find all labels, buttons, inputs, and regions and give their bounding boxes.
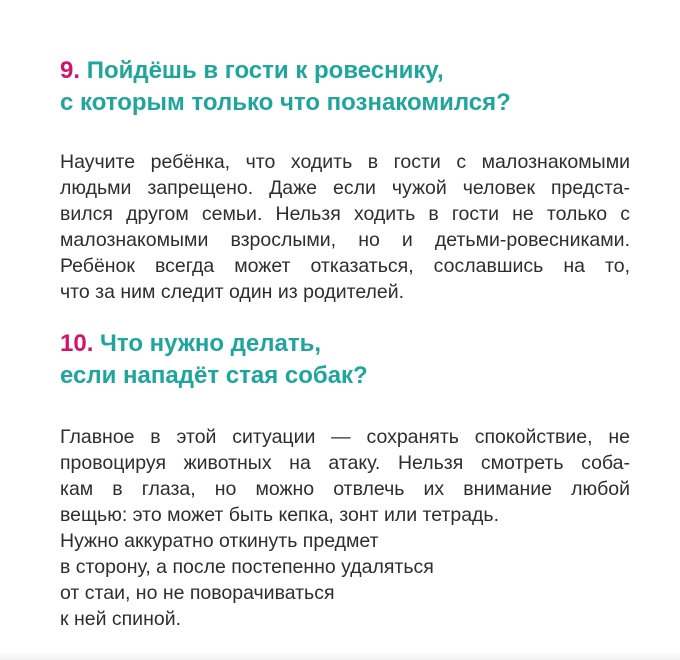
section-9-heading (60, 55, 630, 119)
section-10-body-line-6: в сторону, а после постепенно удаляться (60, 556, 434, 578)
section-9-body-line-4: малознакомыми взрослыми, но и детьми-ровесниками. (60, 229, 630, 251)
section-10-heading (60, 328, 630, 392)
section-9 (60, 55, 630, 305)
section-10-title-line-2: если нападёт стая собак? (60, 362, 368, 389)
section-10-body-line-3: кам в глаза, но можно отвлечь их внимание любой (60, 478, 630, 500)
section-10-body-line-4: вещью: это может быть кепка, зонт или тетрадь. (60, 504, 500, 526)
section-10-number: 10. (60, 330, 94, 357)
section-9-title-line-1: Пойдёшь в гости к ровеснику, (86, 57, 444, 84)
section-9-body-line-6: что за ним следит один из родителей. (60, 281, 405, 303)
section-10 (60, 328, 630, 632)
section-10-body-line-2: провоцируя животных на атаку. Нельзя смотреть соба- (60, 452, 630, 474)
section-10-title-line-1: Что нужно делать, (100, 330, 322, 357)
section-9-body-line-1: Научите ребёнка, что ходить в гости с малознакомыми (60, 151, 630, 173)
section-9-body (60, 149, 630, 305)
section-10-body (60, 424, 630, 632)
section-10-body-line-5: Нужно аккуратно откинуть предмет (60, 530, 379, 552)
section-9-title-line-2: с которым только что познакомился? (60, 89, 511, 116)
section-9-body-line-2: людьми запрещено. Даже если чужой человек предста- (60, 177, 630, 199)
bottom-edge-decoration (0, 650, 680, 660)
section-9-number: 9. (60, 57, 81, 84)
section-9-heading-line-1 (60, 55, 630, 87)
section-9-body-line-3: вился другом семьи. Нельзя ходить в гости не только с (60, 203, 630, 225)
section-9-body-line-5: Ребёнок всегда может отказаться, сославшись на то, (60, 255, 630, 277)
section-10-heading-line-1 (60, 328, 630, 360)
section-10-body-line-8: к ней спиной. (60, 608, 181, 630)
section-10-body-line-1: Главное в этой ситуации — сохранять спокойствие, не (60, 426, 630, 448)
section-10-body-line-7: от стаи, но не поворачиваться (60, 582, 335, 604)
